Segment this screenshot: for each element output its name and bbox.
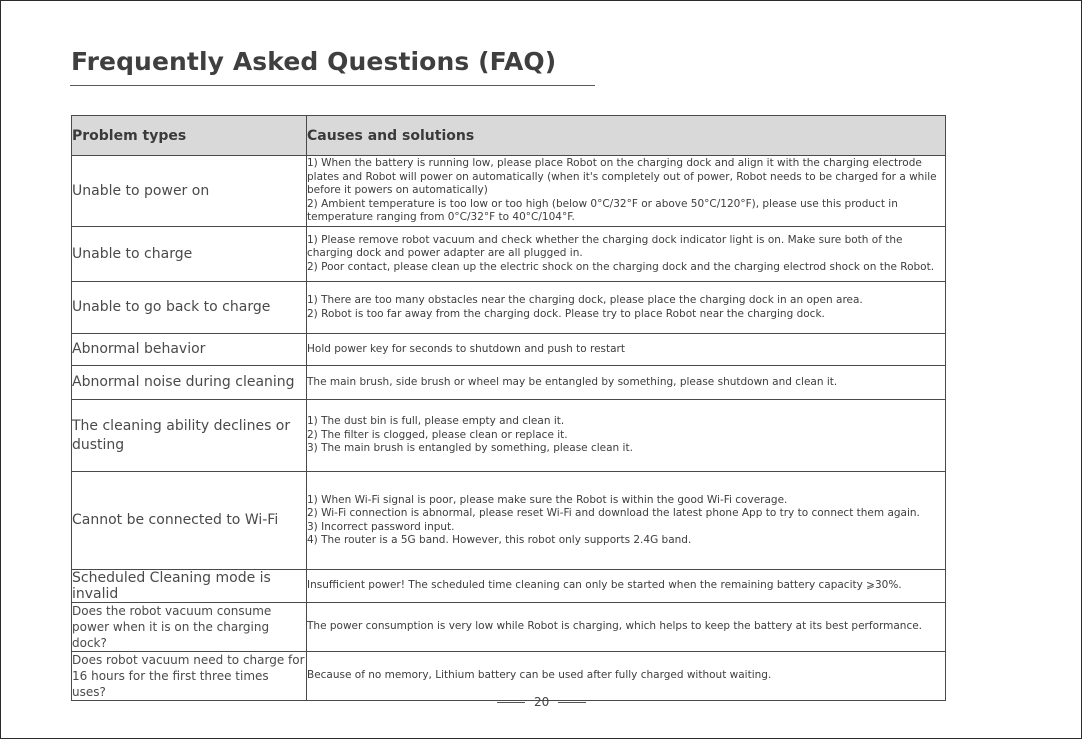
page-number [497, 695, 586, 709]
solution-cell [307, 400, 946, 472]
table-row [72, 570, 946, 603]
faq-table [71, 115, 946, 701]
table-row [72, 652, 946, 701]
page-title: Frequently Asked Questions (FAQ) [71, 47, 557, 76]
solution-cell [307, 282, 946, 334]
solution-line: Insufficient power! The scheduled time cleaning can only be started when the remaining battery capacity ⩾30%. [307, 579, 902, 592]
table-row [72, 603, 946, 652]
solution-line: The power consumption is very low while Robot is charging, which helps to keep the battery at its best performance. [307, 620, 923, 633]
solution-line: 2) The filter is clogged, please clean or replace it. [307, 428, 568, 441]
header-causes-solutions: Causes and solutions [307, 116, 946, 156]
solution-line: 1) The dust bin is full, please empty and clean it. [307, 415, 565, 428]
solution-cell [307, 652, 946, 701]
table-row [72, 400, 946, 472]
solution-cell [307, 227, 946, 282]
solution-cell [307, 603, 946, 652]
solution-cell [307, 334, 946, 366]
solution-cell [307, 156, 946, 227]
problem-cell: Unable to charge [72, 227, 307, 282]
page-number-rule-right [558, 702, 586, 703]
problem-cell: Cannot be connected to Wi-Fi [72, 472, 307, 570]
solution-line: Hold power key for seconds to shutdown and push to restart [307, 342, 625, 355]
table-row [72, 282, 946, 334]
solution-line: 1) There are too many obstacles near the charging dock, please place the charging dock in an open area. [307, 294, 863, 307]
solution-line: Because of no memory, Lithium battery can be used after fully charged without waiting. [307, 669, 772, 682]
problem-cell: Unable to power on [72, 156, 307, 227]
solution-cell [307, 366, 946, 400]
solution-line: 3) The main brush is entangled by something, please clean it. [307, 442, 633, 455]
solution-line: 2) Wi-Fi connection is abnormal, please reset Wi-Fi and download the latest phone App to try to connect them again. [307, 507, 920, 520]
solution-line: 2) Ambient temperature is too low or too high (below 0°C/32°F or above 50°C/120°F), please use this product in temperature ranging from 0°C/32°F to 40°C/104°F. [307, 197, 898, 224]
table-row [72, 156, 946, 227]
page-number-text: 20 [534, 695, 550, 709]
table-row [72, 334, 946, 366]
problem-cell: Unable to go back to charge [72, 282, 307, 334]
solution-line: 1) When the battery is running low, please place Robot on the charging dock and align it with the charging electrode plates and Robot will power on automatically (when it's completely out of power, Robot needs to be charged for a while before it powers on automatically) [307, 157, 937, 197]
problem-cell: The cleaning ability declines or dusting [72, 400, 307, 472]
problem-cell: Abnormal noise during cleaning [72, 366, 307, 400]
solution-line: 4) The router is a 5G band. However, this robot only supports 2.4G band. [307, 533, 692, 546]
table-header-row [72, 116, 946, 156]
solution-line: The main brush, side brush or wheel may be entangled by something, please shutdown and clean it. [307, 375, 838, 388]
problem-cell: Does the robot vacuum consume power when it is on the charging dock? [72, 603, 307, 652]
problem-cell: Abnormal behavior [72, 334, 307, 366]
problem-cell: Does robot vacuum need to charge for 16 hours for the first three times uses? [72, 653, 305, 699]
title-underline [70, 85, 595, 86]
solution-line: 1) When Wi-Fi signal is poor, please make sure the Robot is within the good Wi-Fi coverage. [307, 493, 788, 506]
solution-line: 2) Poor contact, please clean up the electric shock on the charging dock and the charging electrod shock on the Robot. [307, 260, 935, 273]
solution-line: 2) Robot is too far away from the charging dock. Please try to place Robot near the charging dock. [307, 307, 825, 320]
solution-cell [307, 570, 946, 603]
solution-line: 1) Please remove robot vacuum and check whether the charging dock indicator light is on. Make sure both of the charging dock and power adapter are all plugged in. [307, 233, 903, 260]
page-number-rule-left [497, 702, 525, 703]
table-row [72, 227, 946, 282]
table-row [72, 472, 946, 570]
table-row [72, 366, 946, 400]
solution-line: 3) Incorrect password input. [307, 520, 455, 533]
header-problem-types: Problem types [72, 116, 307, 156]
solution-cell [307, 472, 946, 570]
problem-cell: Scheduled Cleaning mode is invalid [72, 570, 307, 603]
